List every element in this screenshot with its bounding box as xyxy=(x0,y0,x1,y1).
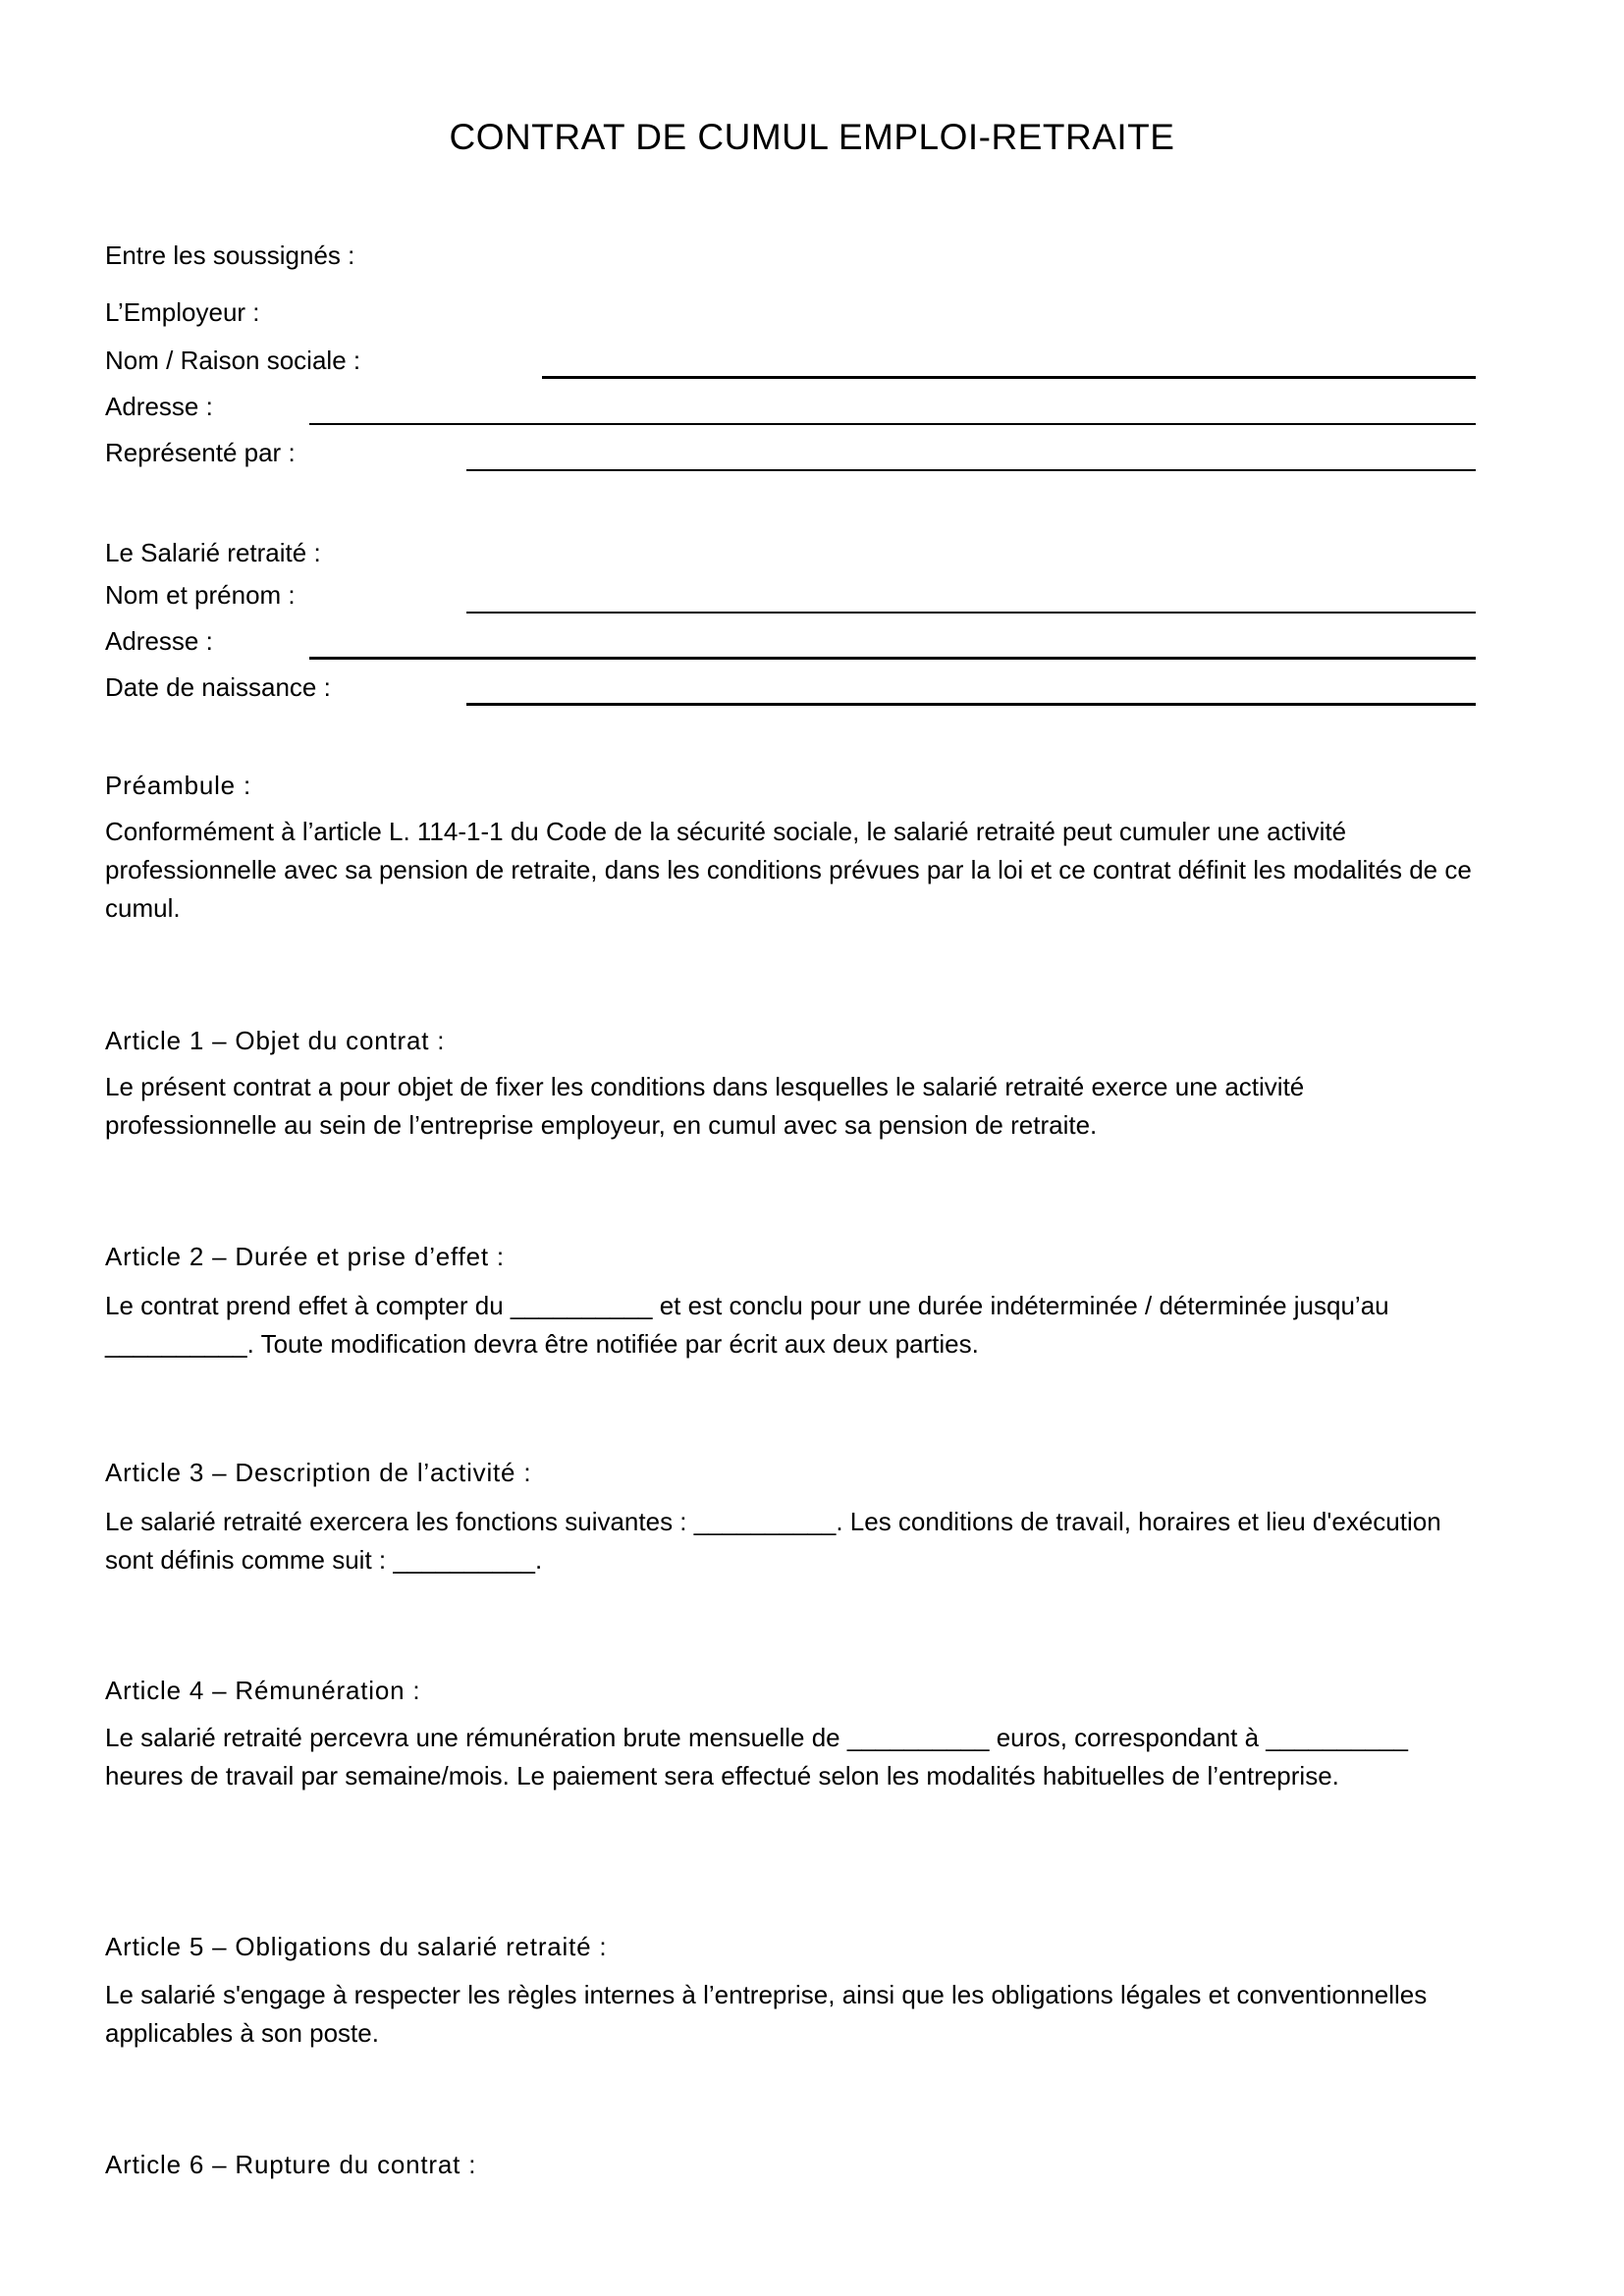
field-row-employer-adresse xyxy=(105,392,1478,425)
field-row-represente-par xyxy=(105,438,1478,471)
article-6-heading: Article 6 – Rupture du contrat : xyxy=(105,2150,477,2179)
intro-line: Entre les soussignés : xyxy=(105,240,355,270)
preamble-paragraph: Conformément à l’article L. 114-1-1 du Code de la sécurité sociale, le salarié retraité peut cumuler une activité professionnelle avec sa pension de retraite, dans les conditions prévues par la loi et ce contrat définit les modalités de ce cumul. xyxy=(105,817,1472,923)
article-4-heading: Article 4 – Rémunération : xyxy=(105,1676,421,1705)
preamble-heading: Préambule : xyxy=(105,771,251,800)
article-3-heading: Article 3 – Description de l’activité : xyxy=(105,1458,532,1487)
field-label-employer-adresse: Adresse : xyxy=(105,392,213,421)
blank-line-nom-raison-sociale[interactable] xyxy=(542,376,1476,379)
article-1-heading: Article 1 – Objet du contrat : xyxy=(105,1026,446,1055)
employer-section-heading: L’Employeur : xyxy=(105,297,260,327)
field-label-represente-par: Représenté par : xyxy=(105,438,296,467)
article-2-heading: Article 2 – Durée et prise d’effet : xyxy=(105,1242,505,1271)
document-title: CONTRAT DE CUMUL EMPLOI-RETRAITE xyxy=(449,117,1175,157)
blank-line-employer-adresse[interactable] xyxy=(309,423,1476,425)
article-4-paragraph: Le salarié retraité percevra une rémunération brute mensuelle de __________ euros, correspondant à __________ heures de travail par semaine/mois. Le paiement sera effectué selon les modalités habituelles de l’entreprise. xyxy=(105,1723,1408,1790)
blank-line-represente-par[interactable] xyxy=(466,469,1476,471)
field-row-retiree-adresse xyxy=(105,626,1478,660)
blank-line-date-naissance[interactable] xyxy=(466,703,1476,706)
blank-line-nom-prenom[interactable] xyxy=(466,612,1476,614)
blank-line-retiree-adresse[interactable] xyxy=(309,657,1476,660)
field-label-retiree-adresse: Adresse : xyxy=(105,626,213,656)
field-label-date-naissance: Date de naissance : xyxy=(105,672,331,702)
field-row-date-naissance xyxy=(105,672,1478,706)
article-5-heading: Article 5 – Obligations du salarié retraité : xyxy=(105,1932,608,1961)
field-row-nom-prenom xyxy=(105,580,1478,614)
article-2-paragraph: Le contrat prend effet à compter du __________ et est conclu pour une durée indéterminée / déterminée jusqu’au __________. Toute modification devra être notifiée par écrit aux deux parties. xyxy=(105,1291,1389,1359)
field-label-nom-prenom: Nom et prénom : xyxy=(105,580,296,610)
field-label-nom-raison-sociale: Nom / Raison sociale : xyxy=(105,346,361,375)
article-3-paragraph: Le salarié retraité exercera les fonctions suivantes : __________. Les conditions de travail, horaires et lieu d'exécution sont définis comme suit : __________. xyxy=(105,1507,1441,1575)
article-5-paragraph: Le salarié s'engage à respecter les règles internes à l’entreprise, ainsi que les obligations légales et conventionnelles applicables à son poste. xyxy=(105,1980,1428,2048)
retiree-section-heading: Le Salarié retraité : xyxy=(105,538,321,567)
article-1-paragraph: Le présent contrat a pour objet de fixer les conditions dans lesquelles le salarié retraité exerce une activité professionnelle au sein de l’entreprise employeur, en cumul avec sa pension de retraite. xyxy=(105,1072,1305,1140)
field-row-nom-raison-sociale xyxy=(105,346,1478,379)
